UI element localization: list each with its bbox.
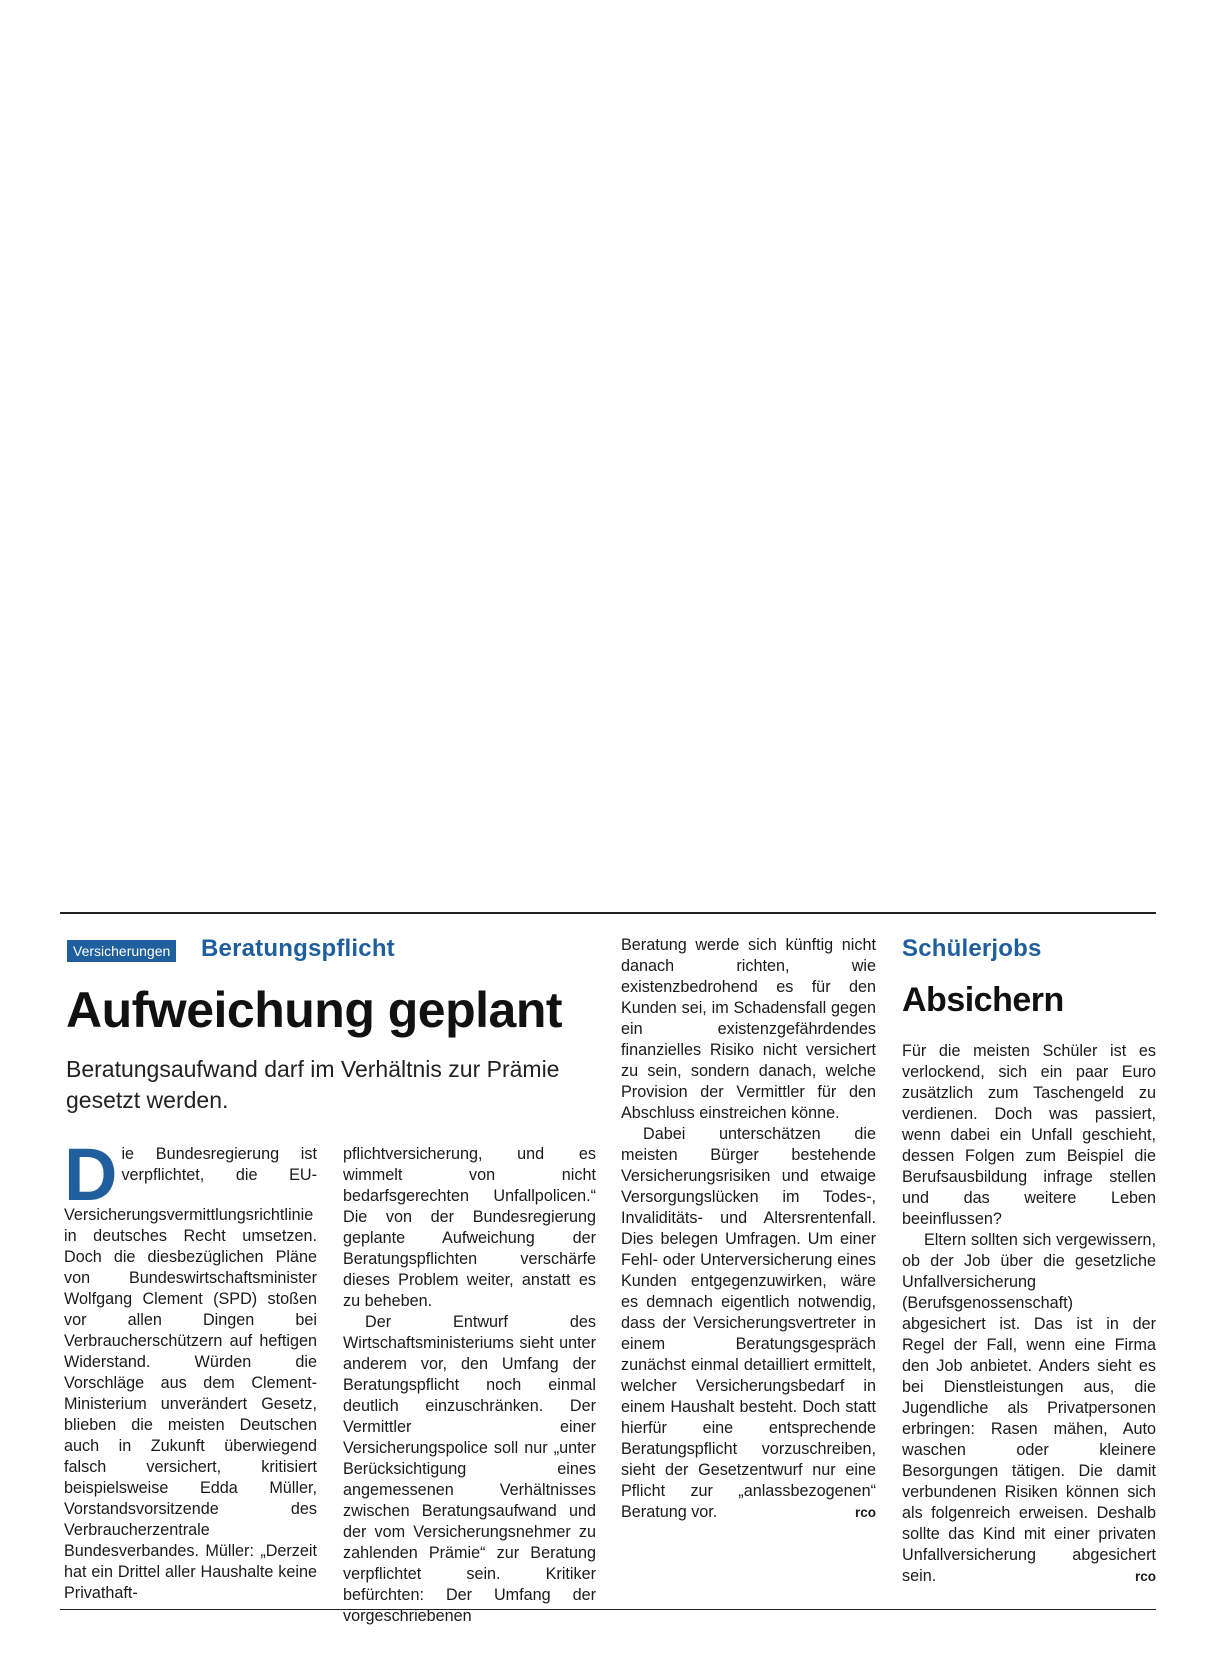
- dropcap: D: [64, 1133, 118, 1216]
- main-kicker: Beratungspflicht: [201, 935, 395, 962]
- main-column-2: [343, 1144, 596, 1625]
- main-col3-paragraph-2: [621, 1124, 876, 1523]
- side-text: Eltern sollten sich vergewissern, ob der Job über die gesetzliche Unfallversicherung (Berufsgenossenschaft) abgesichert ist. Das ist in der Regel der Fall, wenn eine Firma den Job anbietet. Anders sieht es bei Dienstleistungen aus, die Jugendliche als Privatpersonen erbringen: Rasen mähen, Auto waschen oder kleinere Besorgungen tätigen. Die damit verbundenen Risiken können sich als folgenreich erweisen. Deshalb sollte das Kind mit einer privaten Unfallversicherung abgesichert sein.: [902, 1231, 1156, 1585]
- bottom-rule: [60, 1609, 1156, 1610]
- top-rule: [60, 912, 1156, 914]
- side-column: [902, 1041, 1156, 1590]
- main-column-3: [621, 935, 876, 1590]
- main-signature: rco: [854, 1505, 876, 1520]
- side-headline: Absichern: [902, 981, 1064, 1019]
- main-col1-paragraph: [64, 1133, 317, 1604]
- main-headline: Aufweichung geplant: [66, 982, 563, 1038]
- main-subtitle: Beratungsaufwand darf im Verhältnis zur Prämie gesetzt werden.: [66, 1056, 560, 1113]
- main-column-1: [64, 1133, 317, 1602]
- side-kicker: Schülerjobs: [902, 935, 1042, 962]
- main-col3-paragraph-1: Beratung werde sich künftig nicht danach richten, wie existenzbedrohend es für den Kunden sei, im Schadensfall gegen ein existenzgefährdendes finanzielles Risiko nicht versichert zu sein, sondern danach, welche Provision der Vermittler für den Abschluss einstreichen könne.: [621, 936, 876, 1122]
- main-col2-paragraph-1: pflichtversicherung, und es wimmelt von nicht bedarfsgerechten Unfallpolicen.“ Die von der Bundesregierung geplante Aufweichung der Beratungspflichten verschärfe dieses Problem weiter, anstatt es zu beheben.: [343, 1145, 596, 1310]
- category-badge: Versicherungen: [67, 940, 176, 962]
- main-col3-text: Dabei unterschätzen die meisten Bürger bestehende Versicherungsrisiken und etwaige Versorgungslücken im Todes-, Invaliditäts- und Altersrentenfall. Dies belegen Umfragen. Um einer Fehl- oder Unterversicherung eines Kunden entgegenzuwirken, wäre es demnach eigentlich notwendig, dass der Versicherungsvertreter in einem Beratungsgespräch zunächst einmal detailliert ermittelt, welcher Versicherungsbedarf in einem Haushalt besteht. Doch statt hierfür eine entsprechende Beratungspflicht vorzuschreiben, sieht der Gesetzentwurf nur eine Pflicht zur „anlassbezogenen“ Beratung vor.: [621, 1125, 876, 1521]
- main-col1-text: ie Bundesregierung ist verpflichtet, die EU-Versicherungsvermittlungsrichtlinie in deutsches Recht umsetzen. Doch die diesbezüglichen Pläne von Bundeswirtschaftsminister Wolfgang Clement (SPD) stoßen vor allen Dingen bei Verbraucherschützern auf heftigen Widerstand. Würden die Vorschläge aus dem Clement-Ministerium unverändert Gesetz, blieben die meisten Deutschen auch in Zukunft überwiegend falsch versichert, kritisiert beispielsweise Edda Müller, Vorstandsvorsitzende des Verbraucherzentrale Bundesverbandes. Müller: „Derzeit hat ein Drittel aller Haushalte keine Privathaft-: [64, 1145, 317, 1602]
- main-col2-paragraph-2: Der Entwurf des Wirtschaftsministeriums sieht unter anderem vor, den Umfang der Beratungspflicht noch einmal deutlich einzuschränken. Der Vermittler einer Versicherungspolice soll nur „unter Berücksichtigung eines angemessenen Verhältnisses zwischen Beratungsaufwand und der vom Versicherungsnehmer zu zahlenden Prämie“ zur Beratung verpflichtet sein. Kritiker befürchten: Der Umfang der vorgeschriebenen: [343, 1313, 596, 1625]
- side-signature: rco: [1134, 1569, 1156, 1584]
- side-paragraph-2: [902, 1230, 1156, 1587]
- side-paragraph-1: Für die meisten Schüler ist es verlockend, sich ein paar Euro zusätzlich zum Taschengeld zu verdienen. Doch was passiert, wenn dabei ein Unfall geschieht, dessen Folgen zum Beispiel die Berufsausbildung infrage stellen und das weitere Leben beeinflussen?: [902, 1042, 1156, 1228]
